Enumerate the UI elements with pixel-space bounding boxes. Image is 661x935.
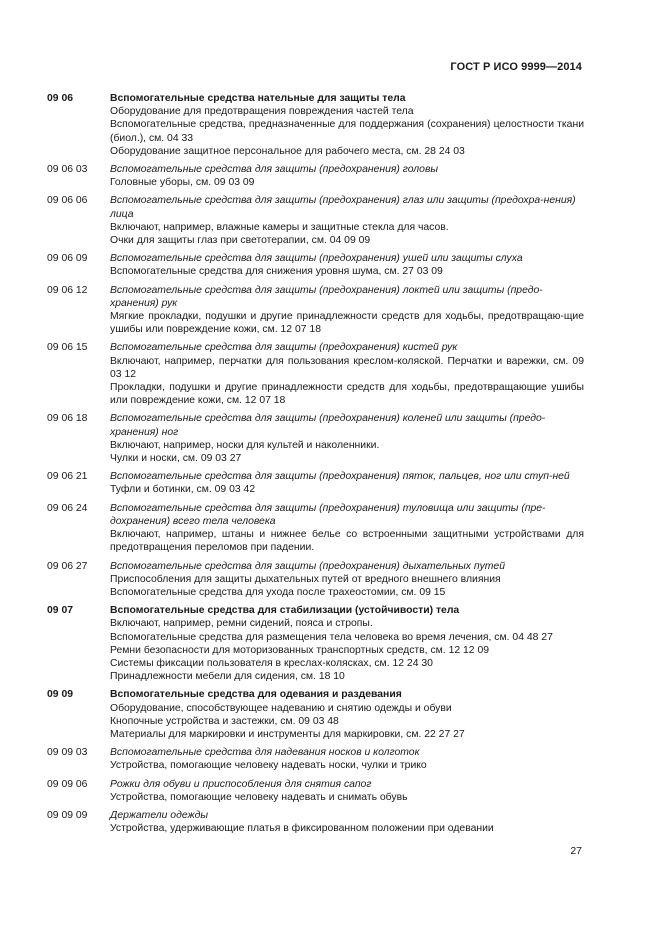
entry-title: Вспомогательные средства для стабилизации (устойчивости) тела xyxy=(110,605,460,617)
entry-body xyxy=(110,604,584,683)
entry-title: Вспомогательные средства нательные для защиты тела xyxy=(110,93,406,104)
entry-body xyxy=(110,92,584,158)
subclass-entry xyxy=(47,412,584,465)
entry-code: 09 09 06 xyxy=(47,778,88,790)
entry-body xyxy=(110,163,584,189)
entry-code: 09 06 09 xyxy=(47,253,88,265)
entry-code: 09 09 09 xyxy=(47,809,88,821)
document-header: ГОСТ Р ИСО 9999—2014 xyxy=(450,61,582,73)
entry-code: 09 09 xyxy=(47,689,74,701)
entry-description-line: Устройства, помогающие человеку надевать носки, чулки и трико xyxy=(110,760,427,772)
entry-description-line: Вспомогательные средства для снижения уровня шума, см. 27 03 09 xyxy=(110,266,443,278)
entry-body xyxy=(110,252,584,278)
entry-code: 09 06 15 xyxy=(47,342,88,354)
entry-description-line: Вспомогательные средства, предназначенные для поддержания (сохранения) целостности ткани (биол.), см. 04 33 xyxy=(110,119,584,144)
entry-description-line: Устройства, удерживающие платья в фиксированном положении при одевании xyxy=(110,823,494,835)
entry-code: 09 06 24 xyxy=(47,502,88,514)
entry-title: Вспомогательные средства для надевания носков и колготок xyxy=(110,747,420,759)
entry-title: Вспомогательные средства для защиты (предохранения) дыхательных путей xyxy=(110,560,505,572)
entry-body xyxy=(110,470,584,496)
entry-description-line: Вспомогательные средства для ухода после трахеостомии, см. 09 15 xyxy=(110,586,446,598)
subclass-entry xyxy=(47,252,584,278)
entry-title: Вспомогательные средства для защиты (предохранения) головы xyxy=(110,164,439,176)
subclass-entry xyxy=(47,284,584,337)
classification-list xyxy=(47,92,584,840)
subclass-entry xyxy=(47,194,584,247)
entry-body xyxy=(110,560,584,600)
entry-code: 09 09 03 xyxy=(47,747,88,759)
entry-title: Вспомогательные средства для защиты (предохранения) ушей или защиты слуха xyxy=(110,253,523,265)
entry-description-line: Очки для защиты глаз при светотерапии, см. 04 09 09 xyxy=(110,235,371,247)
entry-description-line: Материалы для маркировки и инструменты для маркировки, см. 22 27 27 xyxy=(110,728,465,740)
entry-body xyxy=(110,688,584,741)
entry-description-line: Головные уборы, см. 09 03 09 xyxy=(110,177,255,189)
subclass-entry xyxy=(47,341,584,407)
entry-title: Вспомогательные средства для защиты (предохранения) коленей или защиты (предо-хранения) ног xyxy=(110,413,546,438)
class-entry xyxy=(47,92,584,158)
entry-code: 09 06 06 xyxy=(47,195,88,207)
entry-description-line: Чулки и носки, см. 09 03 27 xyxy=(110,453,242,465)
entry-description-line: Ремни безопасности для моторизованных транспортных средств, см. 12 12 09 xyxy=(110,644,490,656)
page-number: 27 xyxy=(570,845,582,857)
entry-body xyxy=(110,194,584,247)
entry-body xyxy=(110,502,584,555)
subclass-entry xyxy=(47,502,584,555)
entry-body xyxy=(110,746,584,772)
entry-description-line: Оборудование для предотвращения повреждения частей тела xyxy=(110,106,414,118)
entry-title: Вспомогательные средства для защиты (предохранения) глаз или защиты (предохра-нения) лица xyxy=(110,195,576,220)
entry-description-line: Оборудование защитное персональное для рабочего места, см. 28 24 03 xyxy=(110,145,465,157)
entry-description-line: Оборудование, способствующее надеванию и снятию одежды и обуви xyxy=(110,702,452,714)
entry-code: 09 06 27 xyxy=(47,560,88,572)
entry-description-line: Приспособления для защиты дыхательных путей от вредного внешнего влияния xyxy=(110,573,501,585)
entry-description-line: Включают, например, перчатки для пользования креслом-коляской. Перчатки и варежки, см. 09 03 12 xyxy=(110,355,584,380)
entry-description-line: Включают, например, ремни сидений, пояса и стропы. xyxy=(110,618,373,630)
entry-code: 09 06 21 xyxy=(47,471,88,483)
entry-description-line: Включают, например, штаны и нижнее белье со встроенными защитными устройствами для предотвращения переломов при падении. xyxy=(110,529,584,554)
entry-code: 09 06 xyxy=(47,93,74,104)
entry-description-line: Кнопочные устройства и застежки, см. 09 03 48 xyxy=(110,715,339,727)
entry-code: 09 06 03 xyxy=(47,164,88,176)
entry-title: Держатели одежды xyxy=(110,809,209,821)
subclass-entry xyxy=(47,746,584,772)
entry-code: 09 07 xyxy=(47,605,74,617)
subclass-entry xyxy=(47,560,584,600)
entry-code: 09 06 18 xyxy=(47,413,88,425)
subclass-entry xyxy=(47,809,584,835)
entry-description-line: Системы фиксации пользователя в креслах-колясках, см. 12 24 30 xyxy=(110,657,433,669)
entry-description-line: Включают, например, влажные камеры и защитные стекла для часов. xyxy=(110,221,449,233)
entry-title: Вспомогательные средства для защиты (предохранения) туловища или защиты (пре-дохранения) всего тела человека xyxy=(110,502,546,527)
entry-title: Вспомогательные средства для защиты (предохранения) локтей или защиты (предо-хранения) рук xyxy=(110,284,543,309)
entry-title: Вспомогательные средства для одевания и раздевания xyxy=(110,689,402,701)
entry-description-line: Мягкие прокладки, подушки и другие принадлежности средств для ходьбы, предотвращаю-щие ушибы или повреждение кожи, см. 12 07 18 xyxy=(110,311,584,336)
entry-body xyxy=(110,341,584,407)
entry-title: Вспомогательные средства для защиты (предохранения) пяток, пальцев, ног или ступ-ней xyxy=(110,471,570,483)
entry-body xyxy=(110,412,584,465)
entry-description-line: Вспомогательные средства для размещения тела человека во время лечения, см. 04 48 27 xyxy=(110,631,553,643)
class-entry xyxy=(47,688,584,741)
subclass-entry xyxy=(47,163,584,189)
entry-body xyxy=(110,284,584,337)
entry-description-line: Включают, например, носки для культей и наколенники. xyxy=(110,439,380,451)
subclass-entry xyxy=(47,470,584,496)
entry-description-line: Принадлежности мебели для сидения, см. 18 10 xyxy=(110,671,345,683)
entry-description-line: Устройства, помогающие человеку надевать и снимать обувь xyxy=(110,791,408,803)
class-entry xyxy=(47,604,584,683)
entry-title: Рожки для обуви и приспособления для снятия сапог xyxy=(110,778,372,790)
entry-body xyxy=(110,809,584,835)
subclass-entry xyxy=(47,778,584,804)
entry-description-line: Прокладки, подушки и другие принадлежности средств для ходьбы, предотвращающие ушибы или повреждение кожи, см. 12 07 18 xyxy=(110,382,584,407)
entry-title: Вспомогательные средства для защиты (предохранения) кистей рук xyxy=(110,342,458,354)
entry-description-line: Туфли и ботинки, см. 09 03 42 xyxy=(110,484,256,496)
entry-body xyxy=(110,778,584,804)
entry-code: 09 06 12 xyxy=(47,284,88,296)
